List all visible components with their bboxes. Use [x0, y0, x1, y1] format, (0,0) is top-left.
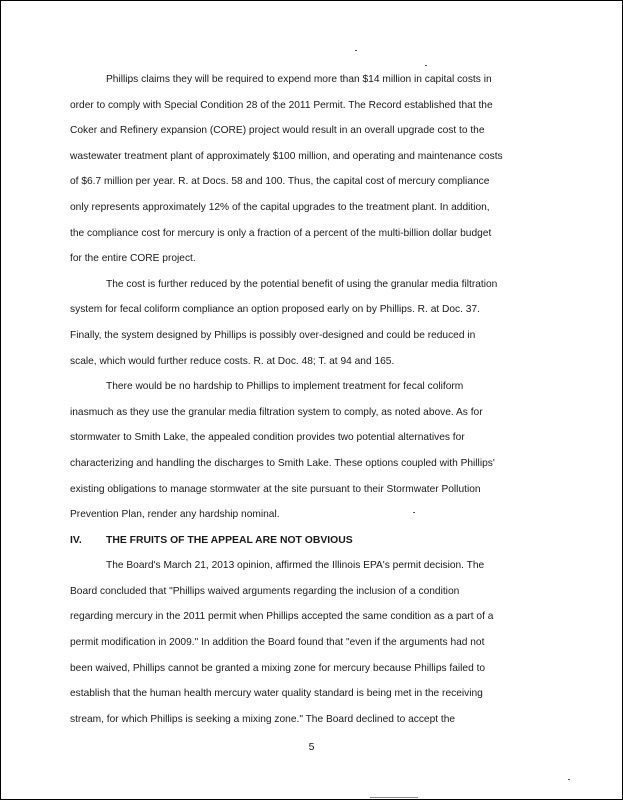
text-line: The Board's March 21, 2013 opinion, affirmed the Illinois EPA's permit decision. The: [106, 560, 485, 572]
paragraph-board-opinion: [70, 553, 550, 732]
section-number: IV.: [70, 534, 82, 546]
text-line: inasmuch as they use the granular media filtration system to comply, as noted above. As for: [70, 406, 483, 418]
text-line: the compliance cost for mercury is only a fraction of a percent of the multi-billion dollar budget: [70, 227, 492, 239]
paragraph-no-hardship: [70, 374, 550, 528]
scan-speck: [568, 779, 570, 780]
scan-speck: [355, 50, 357, 51]
text-line: There would be no hardship to Phillips to implement treatment for fecal coliform: [106, 381, 464, 393]
text-line: system for fecal coliform compliance an option proposed early on by Phillips. R. at Doc. 37.: [70, 304, 480, 316]
scan-speck: [425, 65, 427, 66]
text-line: only represents approximately 12% of the capital upgrades to the treatment plant. In addition,: [70, 201, 490, 213]
section-heading: [70, 528, 550, 554]
scan-artifact-line: [370, 797, 418, 798]
text-line: Phillips claims they will be required to expend more than $14 million in capital costs in: [106, 74, 492, 85]
text-line: characterizing and handling the discharges to Smith Lake. These options coupled with Phillips': [70, 457, 495, 469]
text-line: Prevention Plan, render any hardship nominal.: [70, 509, 280, 521]
paragraph-cost-reduction: [70, 272, 550, 374]
text-line: scale, which would further reduce costs. R. at Doc. 48; T. at 94 and 165.: [70, 355, 395, 367]
text-line: stream, for which Phillips is seeking a mixing zone." The Board declined to accept the: [70, 713, 456, 725]
page-number: 5: [308, 741, 315, 753]
text-line: regarding mercury in the 2011 permit when Phillips accepted the same condition as a part of a: [70, 611, 494, 623]
text-line: Board concluded that "Phillips waived arguments regarding the inclusion of a condition: [70, 585, 460, 597]
text-line: wastewater treatment plant of approximately $100 million, and operating and maintenance costs: [70, 150, 503, 162]
text-line: been waived, Phillips cannot be granted a mixing zone for mercury because Phillips failed to: [70, 662, 486, 674]
paragraph-compliance-cost: [70, 67, 550, 272]
text-line: of $6.7 million per year. R. at Docs. 58 and 100. Thus, the capital cost of mercury compliance: [70, 176, 490, 188]
text-line: Coker and Refinery expansion (CORE) project would result in an overall upgrade cost to the: [70, 125, 485, 137]
text-line: permit modification in 2009." In addition the Board found that "even if the arguments had not: [70, 637, 485, 649]
text-line: establish that the human health mercury water quality standard is being met in the receiving: [70, 688, 483, 700]
text-line: for the entire CORE project.: [70, 253, 196, 265]
document-page: [70, 67, 550, 732]
section-title: THE FRUITS OF THE APPEAL ARE NOT OBVIOUS: [106, 534, 353, 546]
text-line: The cost is further reduced by the potential benefit of using the granular media filtration: [106, 278, 498, 290]
text-line: stormwater to Smith Lake, the appealed condition provides two potential alternatives for: [70, 432, 465, 444]
text-line: order to comply with Special Condition 28 of the 2011 Permit. The Record established that the: [70, 99, 493, 111]
scan-speck: [413, 512, 415, 513]
text-line: Finally, the system designed by Phillips is possibly over-designed and could be reduced in: [70, 329, 476, 341]
text-line: existing obligations to manage stormwater at the site pursuant to their Stormwater Pollution: [70, 483, 481, 495]
